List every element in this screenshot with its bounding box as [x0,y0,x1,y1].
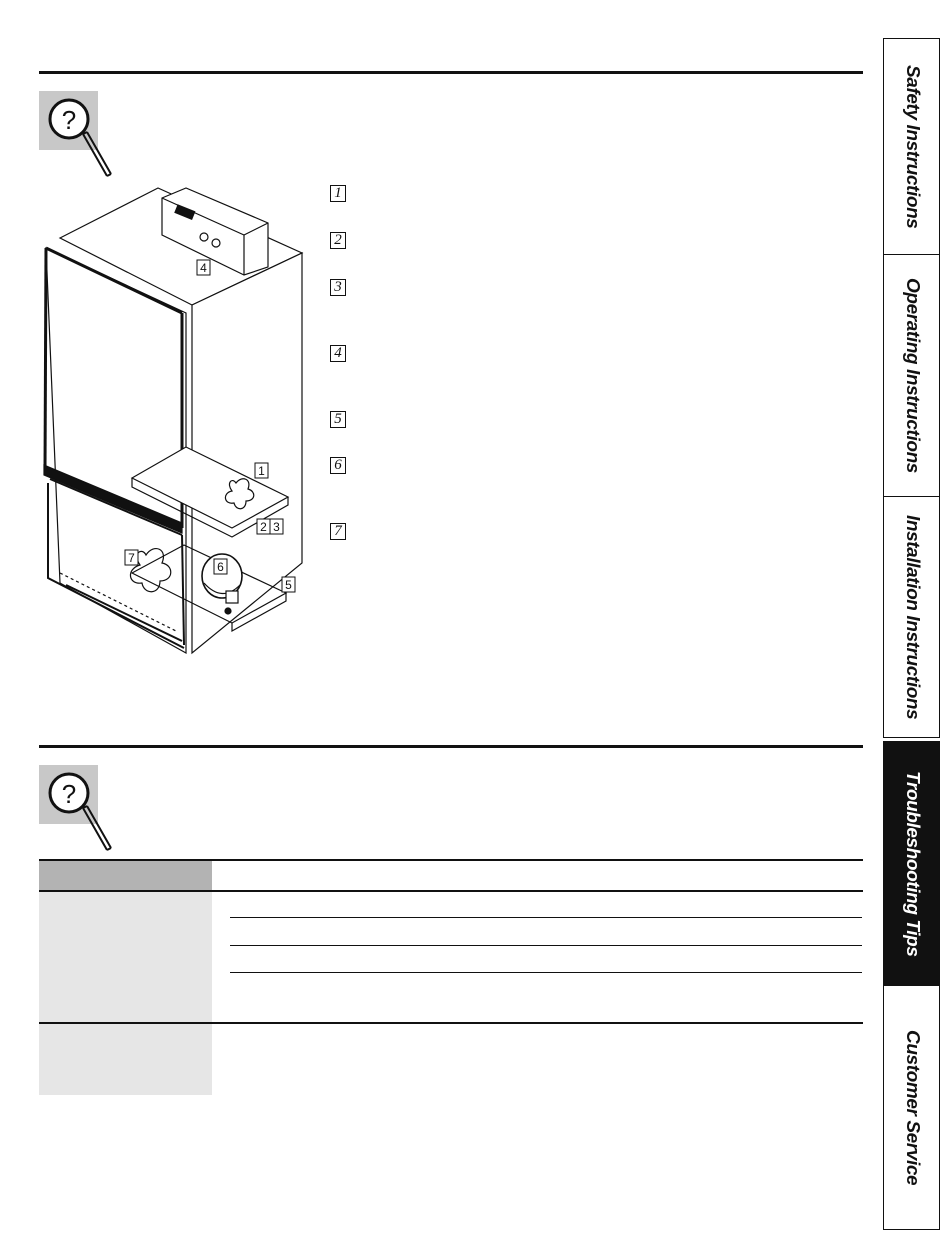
tab-customer-service[interactable] [883,985,940,1230]
table-row-label-cell [39,892,212,1022]
section-rule-top [39,71,863,74]
callout-number: 7 [330,523,346,540]
callout-number: 2 [330,232,346,249]
question-magnifier-icon [39,765,119,857]
diagram-label-pair-a: 2 [260,520,267,534]
svg-text:?: ? [61,105,77,135]
tab-label: Customer Service [902,1029,922,1186]
diagram-label-condenser: 5 [285,578,292,592]
diagram-label-evaporator: 1 [258,464,265,478]
tab-installation-instructions[interactable] [883,496,940,738]
tab-safety-instructions[interactable] [883,38,940,255]
table-row-label-cell [39,1024,212,1095]
tab-troubleshooting-tips[interactable] [883,741,940,986]
table-sub-rule [230,917,862,918]
tab-label: Safety Instructions [902,64,922,229]
refrigerator-diagram [36,183,311,658]
tab-label: Troubleshooting Tips [902,770,922,957]
tab-label: Operating Instructions [902,278,922,473]
callout-number: 1 [330,185,346,202]
question-magnifier-icon [39,91,119,183]
table-sub-rule [230,972,862,973]
callout-number: 4 [330,345,346,362]
svg-text:?: ? [61,779,77,809]
tab-operating-instructions[interactable] [883,254,940,497]
callout-number: 5 [330,411,346,428]
callout-number: 6 [330,457,346,474]
table-sub-rule [230,945,862,946]
tab-label: Installation Instructions [902,514,922,720]
table-header-cell [39,861,212,890]
diagram-label-fan: 7 [128,551,135,565]
diagram-label-top: 4 [200,261,207,275]
callout-number: 3 [330,279,346,296]
section-tabs [883,38,940,1230]
callout-list [330,183,370,553]
section-rule-middle [39,745,863,748]
diagram-label-pair-b: 3 [273,520,280,534]
diagram-label-compressor: 6 [217,560,224,574]
